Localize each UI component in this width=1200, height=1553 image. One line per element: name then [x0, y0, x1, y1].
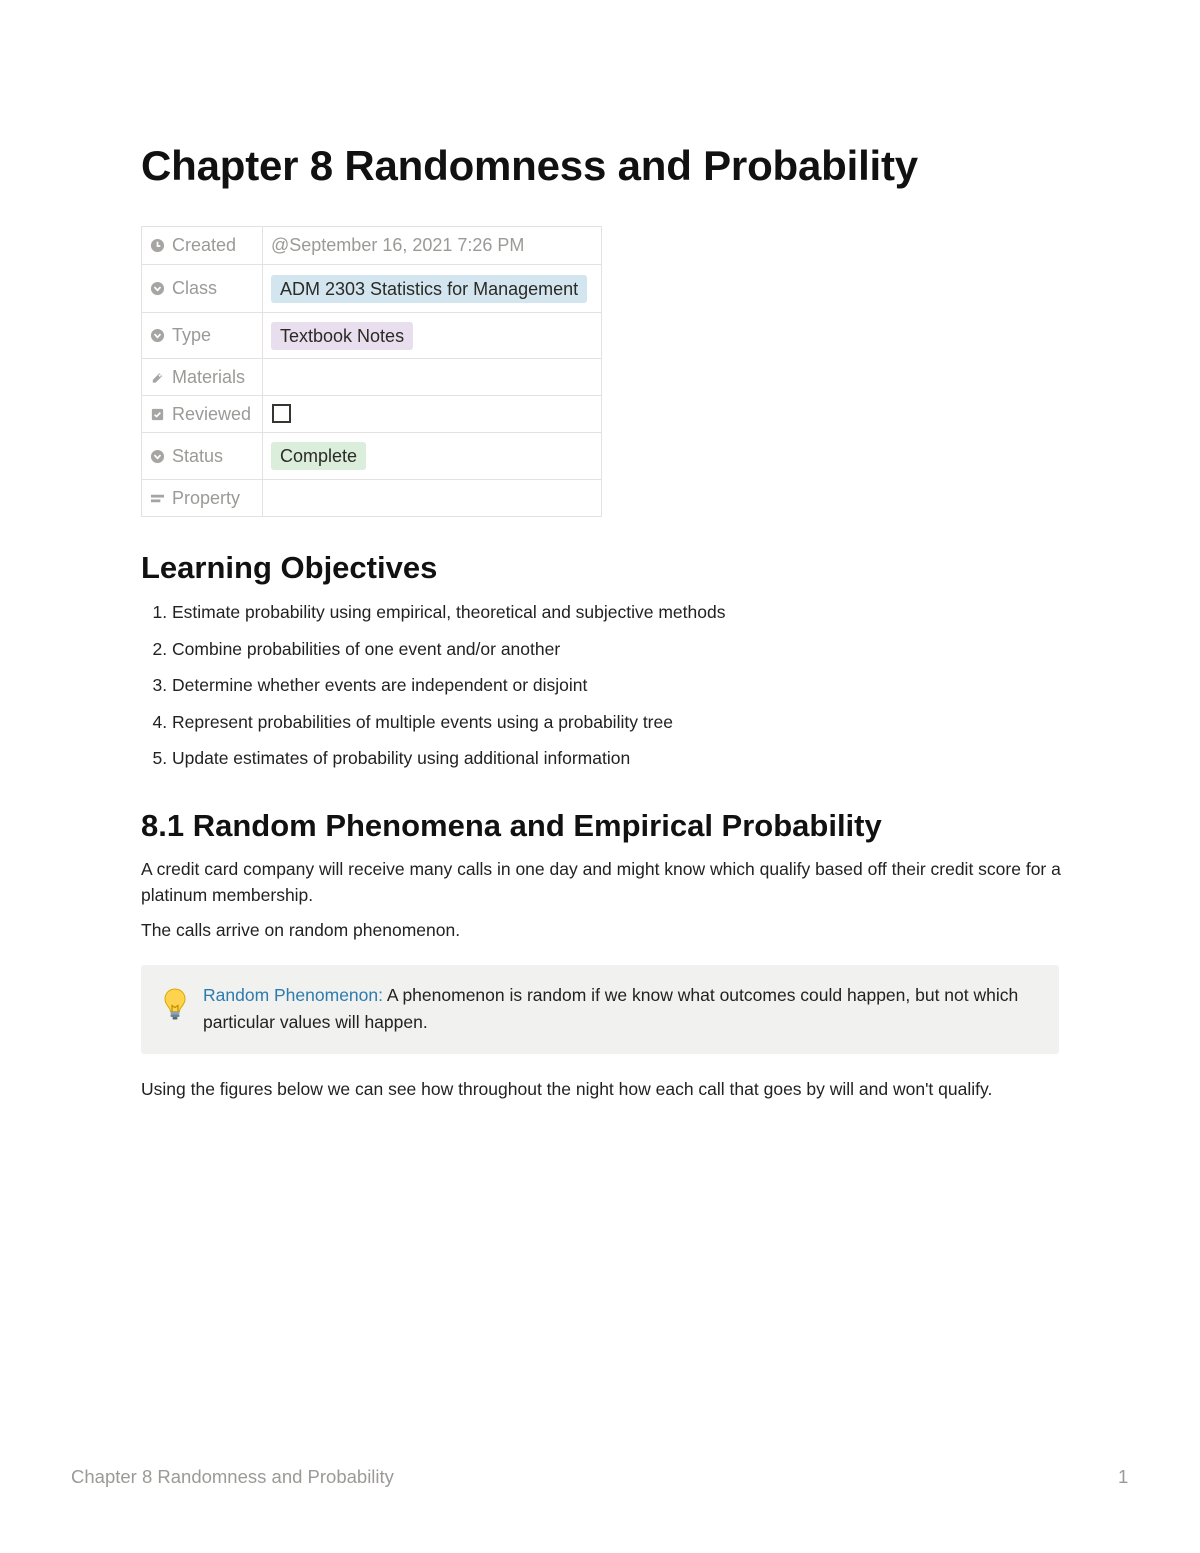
property-key-label: Materials	[172, 366, 246, 387]
callout-definition: A phenomenon is random if we know what outcomes could happen, but not which particular values will happen.	[203, 985, 1019, 1032]
list-item: 1. Estimate probability using empirical, theoretical and subjective methods	[172, 596, 725, 633]
callout-block	[141, 965, 1059, 1054]
list-item: 3. Determine whether events are independent or disjoint	[172, 669, 725, 706]
list-item: 2. Combine probabilities of one event and/or another	[172, 633, 725, 670]
property-row-class[interactable]	[142, 265, 602, 313]
page-title: Chapter 8 Randomness and Probability	[141, 142, 918, 189]
learning-objectives-list	[141, 596, 725, 779]
type-tag[interactable]: Textbook Notes	[271, 322, 413, 350]
learning-objectives-heading: Learning Objectives	[141, 550, 438, 585]
property-key	[142, 227, 263, 265]
property-key	[142, 480, 263, 517]
property-key	[142, 433, 263, 480]
page-number: 1	[1118, 1466, 1129, 1487]
property-key-label: Type	[172, 325, 212, 345]
text-icon	[150, 491, 165, 506]
class-tag[interactable]: ADM 2303 Statistics for Management	[271, 275, 587, 303]
clock-icon	[150, 238, 165, 253]
property-key-label: Property	[172, 487, 241, 508]
property-key	[142, 359, 263, 396]
select-icon	[150, 281, 165, 296]
property-row-property[interactable]	[142, 480, 602, 517]
property-value[interactable]	[263, 313, 602, 359]
paragraph: The calls arrive on random phenomenon.	[141, 920, 461, 940]
property-row-reviewed[interactable]	[142, 396, 602, 433]
property-row-type[interactable]	[142, 313, 602, 359]
callout-text	[203, 982, 1043, 1036]
list-item: 5. Update estimates of probability using additional information	[172, 742, 725, 779]
property-value[interactable]	[263, 265, 602, 313]
property-row-status[interactable]	[142, 433, 602, 480]
property-key-label: Reviewed	[172, 403, 252, 424]
section-heading: 8.1 Random Phenomena and Empirical Probability	[141, 808, 882, 843]
property-key	[142, 265, 263, 313]
paragraph: Using the figures below we can see how throughout the night how each call that goes by will and won't qualify.	[141, 1079, 993, 1099]
select-icon	[150, 328, 165, 343]
property-key-label: Status	[172, 445, 224, 466]
property-value[interactable]: @September 16, 2021 7:26 PM	[263, 227, 602, 265]
lightbulb-icon	[161, 987, 189, 1021]
reviewed-checkbox[interactable]	[272, 404, 291, 423]
paragraph: A credit card company will receive many calls in one day and might know which qualify based off their credit score for a platinum membership.	[141, 859, 1061, 905]
property-row-created[interactable]	[142, 227, 602, 265]
property-row-materials[interactable]	[142, 359, 602, 396]
checkbox-icon	[150, 407, 165, 422]
select-icon	[150, 449, 165, 464]
property-key	[142, 313, 263, 359]
property-key-label: Created	[172, 235, 237, 255]
property-key	[142, 396, 263, 433]
callout-term: Random Phenomenon:	[203, 985, 383, 1005]
list-item: 4. Represent probabilities of multiple events using a probability tree	[172, 706, 725, 743]
property-value[interactable]	[263, 359, 602, 396]
properties-table	[141, 226, 602, 517]
property-value[interactable]	[263, 433, 602, 480]
property-value[interactable]	[263, 480, 602, 517]
attachment-icon	[150, 370, 165, 385]
status-tag[interactable]: Complete	[271, 442, 366, 470]
footer-title: Chapter 8 Randomness and Probability	[71, 1466, 394, 1487]
property-value[interactable]	[263, 396, 602, 433]
property-key-label: Class	[172, 278, 218, 298]
